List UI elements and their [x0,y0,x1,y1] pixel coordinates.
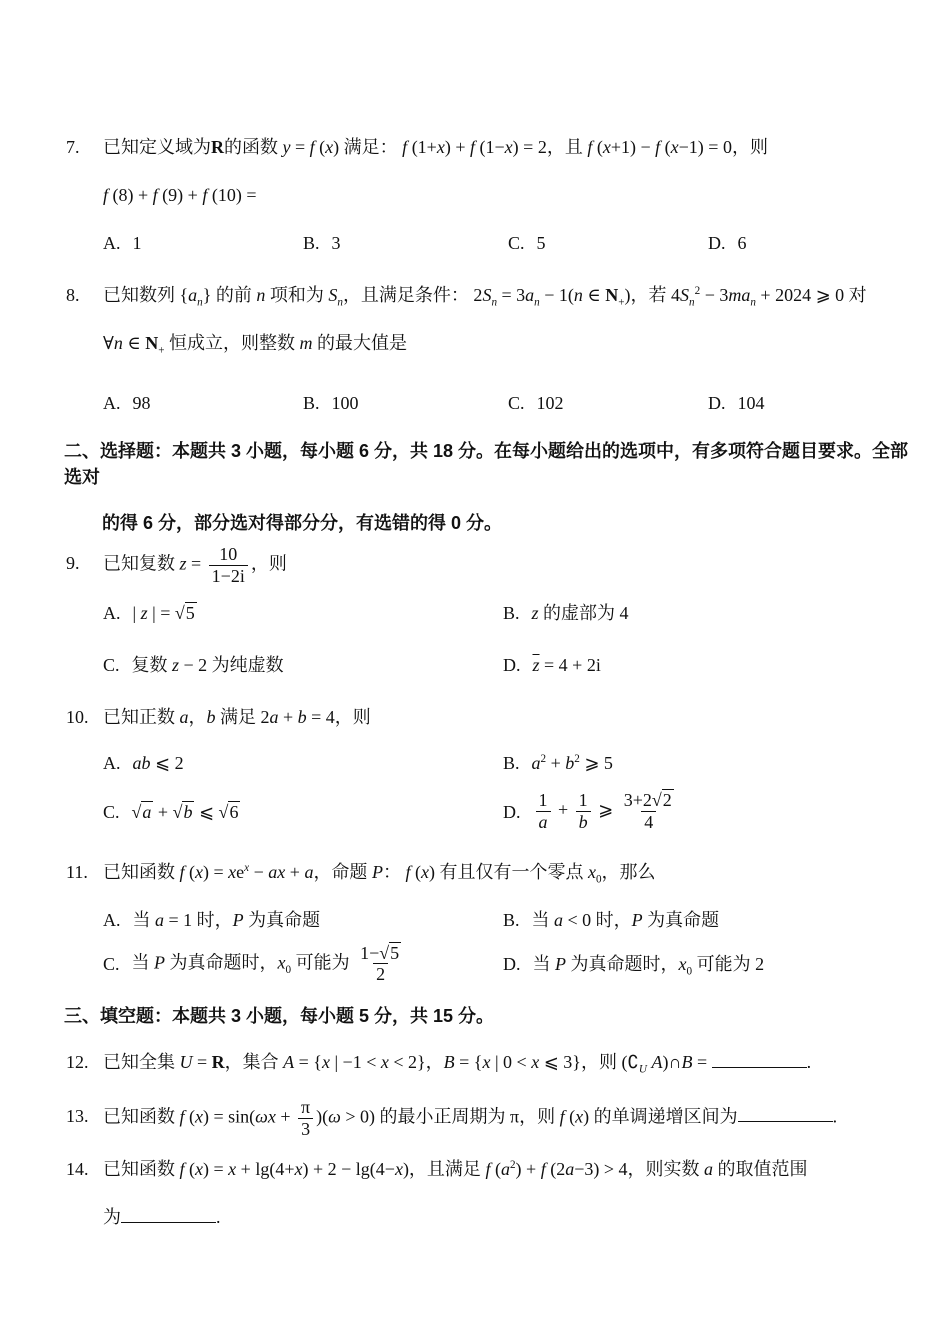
option-d-value: 当 P 为真命题时，$x_0$ 可能为 2 [532,953,765,978]
question-13-number: 13. [66,1106,89,1127]
option-c-label: C. [508,233,525,253]
option-c [103,790,503,832]
option-c [508,230,708,256]
question-7 [66,134,910,160]
option-b-value: z 的虚部为 4 [531,603,629,624]
option-a-value: ab ⩽ 2 [132,753,184,774]
option-d [708,230,920,256]
question-11-stem: 已知函数 f $(x) = xe^x$ − ax + a，命题 P： f (x) 有且仅有一个零点 $x_0$，那么 [103,861,656,886]
option-d-label: D. [708,393,726,413]
option-c-value: 复数 z − 2 为纯虚数 [131,655,284,676]
option-d [503,943,920,985]
option-d [708,390,920,416]
option-a-value: | z | = √5 [132,603,195,624]
option-a-value: 1 [132,233,142,253]
option-a [103,600,503,626]
question-12 [66,1049,910,1075]
question-9-stem: 已知复数 z = $\frac{10}{1-2i}$ ，则 [103,544,287,586]
question-8-options [103,390,920,416]
question-9-options-row1 [103,600,920,626]
option-a-label: A. [103,393,121,413]
question-9-options-row2 [103,652,920,678]
option-b-label: B. [503,909,520,930]
option-c-label: C. [508,393,525,413]
option-c-value: 当 P 为真命题时，$x_0$ 可能为 $\frac{1-√5}{2}$ [131,942,400,985]
option-a-label: A. [103,603,121,624]
option-a-value: 98 [132,393,151,413]
question-10-number: 10. [66,707,89,728]
option-a-value: 当 a = 1 时，P 为真命题 [132,909,321,930]
option-b-value: $a^2 + b^2$ ⩾ 5 [531,753,613,774]
question-13 [66,1097,910,1139]
option-d-value: $\overline{z} = 4 + 2i$ [532,655,601,676]
question-13-stem: 已知函数 f (x) = sin(ωx + $\frac{\pi}{3}$ )(ω > 0) 的最小正周期为 π，则 f (x) 的单调递增区间为 . [103,1097,838,1139]
option-c-value: √a + √b ⩽ √6 [131,801,239,822]
question-11-number: 11. [66,861,88,882]
option-d-label: D. [708,233,726,253]
option-b [503,750,920,776]
option-a [103,750,503,776]
question-8 [66,282,910,308]
option-d-value: $\frac{1}{a}$ + $\frac{1}{b}$ ⩾ $\frac{3+2√2}{4}$ [533,790,680,832]
question-11 [66,859,910,885]
option-b-value: 3 [331,233,341,253]
option-d-value: 6 [737,233,747,253]
option-b-value: 100 [331,393,359,413]
question-7-stem-line2: f (8) + f (9) + f (10) = [103,185,257,205]
option-a-label: A. [103,909,121,930]
option-c-value: 5 [536,233,546,253]
option-d [503,790,920,832]
option-a-label: A. [103,233,121,253]
option-b [303,390,508,416]
question-12-stem: 已知全集 U = R，集合 A = {x | −1 < x < 2}，B = {x | 0 < x ⩽ 3}，则 ($∁_U$ A)∩B = . [103,1049,910,1075]
option-b-label: B. [303,393,320,413]
option-b [503,600,920,626]
option-c-label: C. [103,655,120,676]
question-11-options-row1 [103,907,920,933]
question-7-stem: 已知定义域为R的函数 y = f (x) 满足： f (1+x) + f (1−x) = 2，且 f (x+1) − f (x−1) = 0，则 [103,137,768,157]
option-d-label: D. [503,801,521,822]
option-c-label: C. [103,801,120,822]
option-c-value: 102 [536,393,564,413]
question-8-stem: 已知数列 $\{a_n\}$ 的前 n 项和为 $S_n$，且满足条件： $2S_n = 3a_n - 1(n$ ∈ $N_+$)，若 $4S_n^2 - 3ma_n + 2024$ ⩾ 0 对 [103,285,867,309]
option-b [303,230,508,256]
question-11-options-row2 [103,943,920,985]
question-12-number: 12. [66,1052,89,1073]
option-b [503,907,920,933]
question-7-options [103,230,920,256]
section-2-header-line2: 的得 6 分，部分选对得部分分，有选错的得 0 分。 [102,513,503,533]
option-a [103,907,503,933]
question-14-number: 14. [66,1158,89,1179]
option-d-label: D. [503,953,521,974]
question-8-stem-line2: ∀n ∈ $N_+$ 恒成立，则整数 m 的最大值是 [103,333,407,357]
option-b-value: 当 a < 0 时，P 为真命题 [531,909,720,930]
option-c [103,943,503,985]
question-10-options-row1 [103,750,920,776]
option-c [103,652,503,678]
question-10 [66,704,910,730]
question-10-options-row2 [103,790,920,832]
question-7-number: 7. [66,137,80,157]
section-3-header: 三、填空题：本题共 3 小题，每小题 5 分，共 15 分。 [64,1006,495,1027]
question-9-number: 9. [66,553,80,574]
question-14-stem-line2: 为 . [103,1204,910,1230]
option-a [103,230,303,256]
option-d-label: D. [503,655,521,676]
option-c-label: C. [103,953,120,974]
option-a-label: A. [103,753,121,774]
question-8-number: 8. [66,285,80,305]
question-14-stem: 已知函数 f (x) = x + lg(4+x) + 2 − lg(4−x)，且满足 f $(a^2) + f$ (2a−3) > 4，则实数 a 的取值范围 [103,1158,808,1179]
option-d [503,652,920,678]
section-2-header-line1: 二、选择题：本题共 3 小题，每小题 6 分，共 18 分。在每小题给出的选项中，有多项符合题目要求。全部选对 [64,441,909,487]
option-b-label: B. [503,603,520,624]
option-d-value: 104 [737,393,765,413]
question-10-stem: 已知正数 a，b 满足 2a + b = 4，则 [103,707,371,728]
question-9 [66,544,910,586]
question-14 [66,1156,910,1182]
option-b-label: B. [303,233,320,253]
option-b-label: B. [503,753,520,774]
option-a [103,390,303,416]
option-c [508,390,708,416]
